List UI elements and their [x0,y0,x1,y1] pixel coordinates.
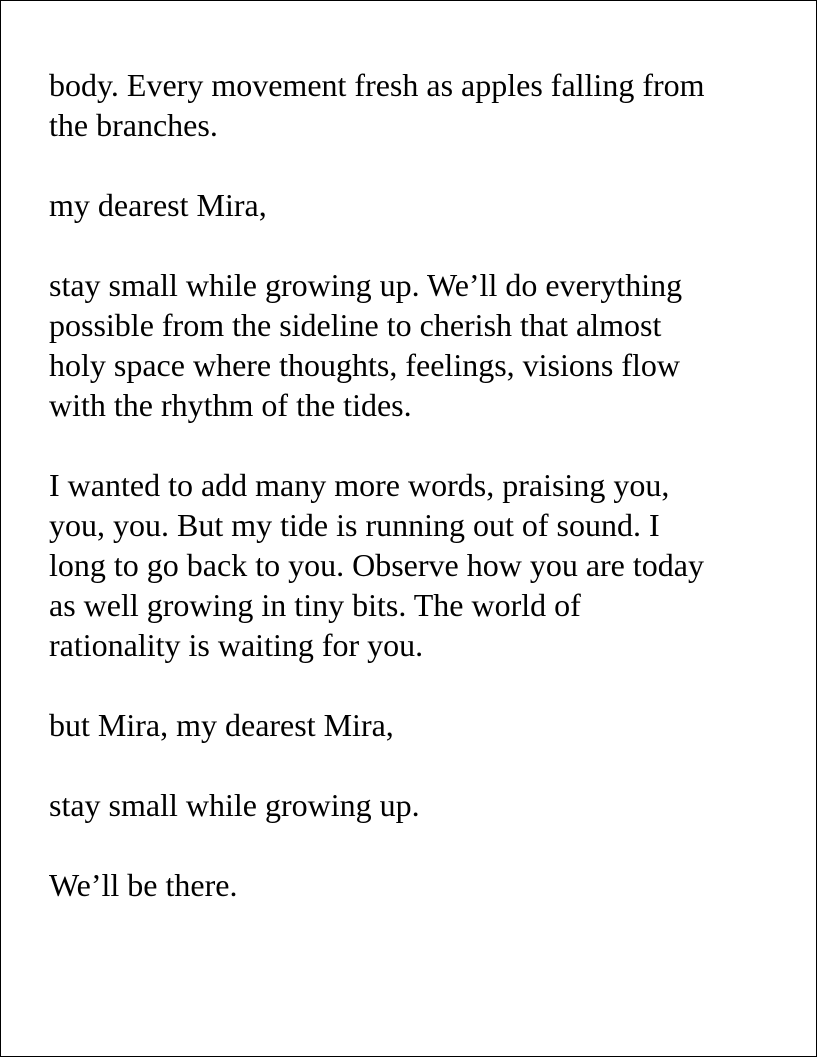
text-line: stay small while growing up. [49,787,420,823]
document-body [49,65,789,945]
paragraph-stay-small [49,265,789,425]
paragraph-stay-small-closing [49,785,789,825]
text-line: you, you. But my tide is running out of sound. I [49,507,660,543]
text-line: I wanted to add many more words, praising you, [49,467,670,503]
text-line: but Mira, my dearest Mira, [49,707,394,743]
paragraph-salutation [49,185,789,225]
paragraph-body-movement [49,65,789,145]
paragraph-but-mira [49,705,789,745]
text-line: stay small while growing up. We’ll do everything [49,267,683,303]
text-line: body. Every movement fresh as apples falling from [49,67,705,103]
text-line: my dearest Mira, [49,187,267,223]
paragraph-more-words [49,465,789,665]
text-line: with the rhythm of the tides. [49,387,412,423]
text-line: possible from the sideline to cherish that almost [49,307,662,343]
text-line: as well growing in tiny bits. The world of [49,587,581,623]
text-line: rationality is waiting for you. [49,627,424,663]
text-line: holy space where thoughts, feelings, visions flow [49,347,680,383]
paragraph-well-be-there [49,865,789,905]
text-line: the branches. [49,107,218,143]
text-line: long to go back to you. Observe how you are today [49,547,704,583]
text-line: We’ll be there. [49,867,238,903]
